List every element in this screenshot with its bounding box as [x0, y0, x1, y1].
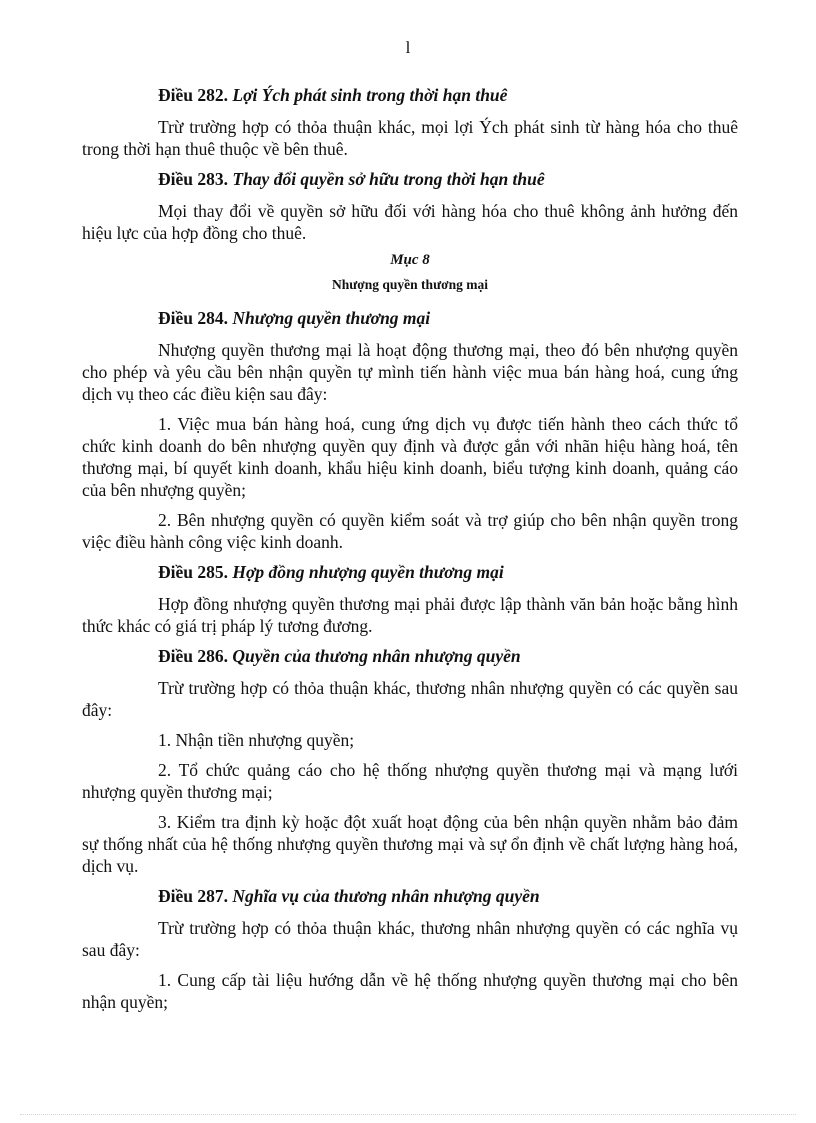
paragraph: Trừ trường hợp có thỏa thuận khác, thương nhân nhượng quyền có các nghĩa vụ sau đây: — [82, 918, 738, 960]
paragraph: 3. Kiểm tra định kỳ hoặc đột xuất hoạt động của bên nhận quyền nhằm bảo đảm sự thống nhất của hệ thống nhượng quyền thương mại và sự ổn định về chất lượng hàng hoá, dịch vụ. — [82, 812, 738, 876]
article-title: Nhượng quyền thương mại — [232, 308, 431, 328]
page-divider — [20, 1114, 796, 1115]
document-body — [82, 84, 738, 1021]
paragraph: 2. Bên nhượng quyền có quyền kiểm soát và trợ giúp cho bên nhận quyền trong việc điều hành công việc kinh doanh. — [82, 510, 738, 552]
article-heading — [82, 307, 738, 329]
section-subtitle: Nhượng quyền thương mại — [331, 277, 489, 292]
article-heading — [82, 645, 738, 667]
paragraph: Trừ trường hợp có thỏa thuận khác, mọi lợi Ých phát sinh từ hàng hóa cho thuê trong thời hạn thuê thuộc về bên thuê. — [82, 117, 738, 159]
article-title: Lợi Ých phát sinh trong thời hạn thuê — [232, 85, 508, 105]
article-title: Quyền của thương nhân nhượng quyền — [232, 646, 521, 666]
paragraph: Trừ trường hợp có thỏa thuận khác, thương nhân nhượng quyền có các quyền sau đây: — [82, 678, 738, 720]
article-number: Điều 286. — [158, 646, 228, 666]
paragraph: Mọi thay đổi về quyền sở hữu đối với hàng hóa cho thuê không ảnh hưởng đến hiệu lực của hợp đồng cho thuê. — [82, 201, 738, 243]
paragraph: Nhượng quyền thương mại là hoạt động thương mại, theo đó bên nhượng quyền cho phép và yêu cầu bên nhận quyền tự mình tiến hành việc mua bán hàng hoá, cung ứng dịch vụ theo các điều kiện sau đây: — [82, 340, 738, 404]
article-title: Thay đổi quyền sở hữu trong thời hạn thuê — [232, 169, 545, 189]
section-title: Mục 8 — [390, 252, 430, 268]
article-number: Điều 287. — [158, 886, 228, 906]
paragraph: Hợp đồng nhượng quyền thương mại phải được lập thành văn bản hoặc bằng hình thức khác có giá trị pháp lý tương đương. — [82, 594, 738, 636]
page-number: l — [405, 38, 411, 57]
article-title: Hợp đồng nhượng quyền thương mại — [232, 562, 504, 582]
paragraph: 1. Cung cấp tài liệu hướng dẫn về hệ thống nhượng quyền thương mại cho bên nhận quyền; — [82, 970, 738, 1012]
paragraph: 2. Tổ chức quảng cáo cho hệ thống nhượng quyền thương mại và mạng lưới nhượng quyền thương mại; — [82, 760, 738, 802]
article-number: Điều 282. — [158, 85, 228, 105]
article-heading — [82, 84, 738, 106]
paragraph: 1. Việc mua bán hàng hoá, cung ứng dịch vụ được tiến hành theo cách thức tổ chức kinh doanh do bên nhượng quyền quy định và được gắn với nhãn hiệu hàng hoá, tên thương mại, bí quyết kinh doanh, khẩu hiệu kinh doanh, biểu tượng kinh doanh, quảng cáo của bên nhượng quyền; — [82, 414, 738, 500]
article-heading — [82, 885, 738, 907]
paragraph: 1. Nhận tiền nhượng quyền; — [158, 730, 355, 750]
article-heading — [82, 168, 738, 190]
article-title: Nghĩa vụ của thương nhân nhượng quyền — [232, 886, 540, 906]
article-number: Điều 284. — [158, 308, 228, 328]
article-heading — [82, 561, 738, 583]
article-number: Điều 285. — [158, 562, 228, 582]
article-number: Điều 283. — [158, 169, 228, 189]
